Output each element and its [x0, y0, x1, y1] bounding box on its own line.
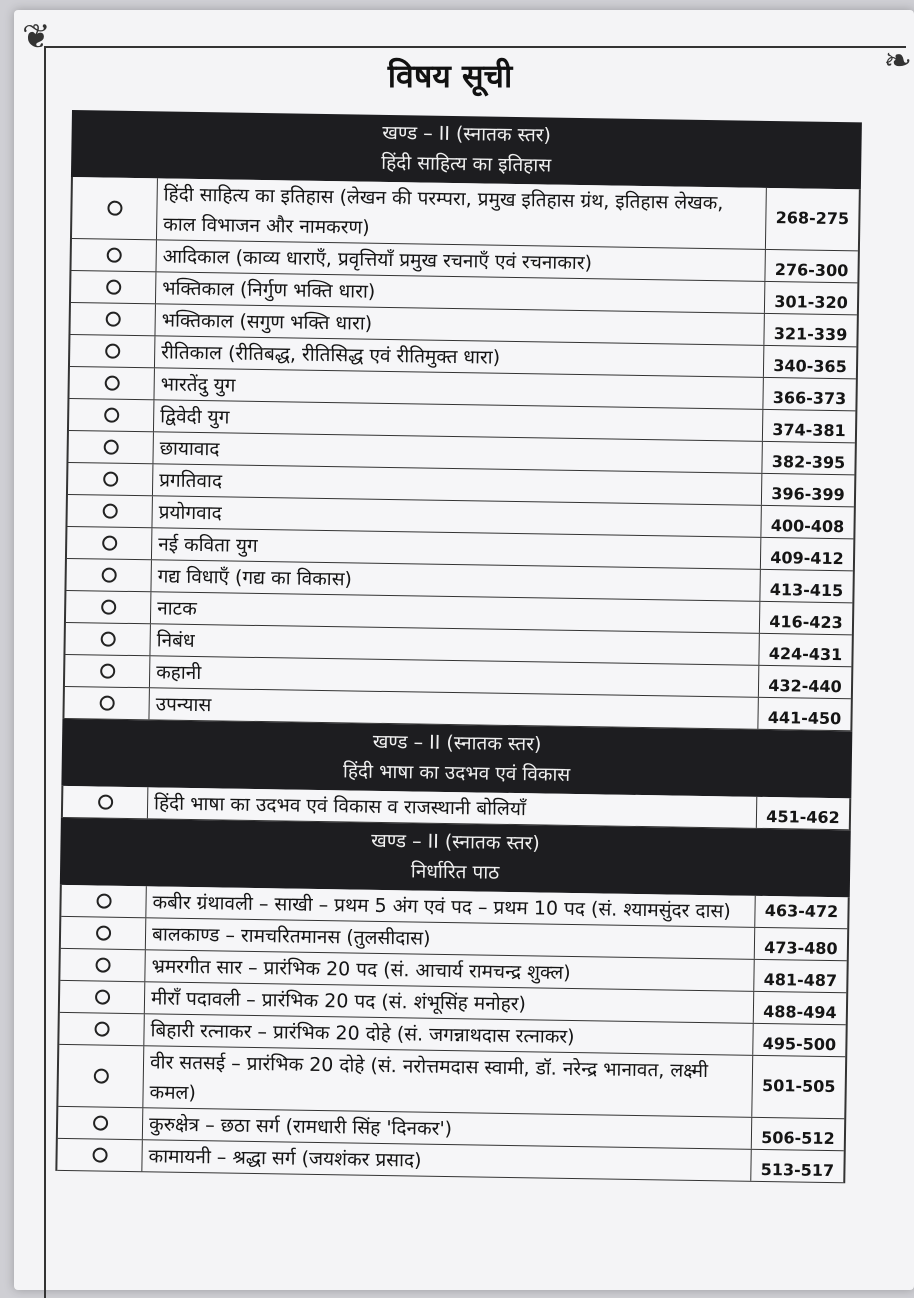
section-heading	[61, 719, 852, 798]
bullet-cell	[65, 655, 150, 687]
bullet-cell	[71, 239, 156, 271]
bullet-cell	[72, 177, 158, 239]
page-range: 382-395	[771, 452, 846, 473]
topic-text: मीराँ पदावली – प्रारंभिक 20 पद (सं. शंभूसिंह मनोहर)	[145, 982, 754, 1023]
circle-bullet-icon	[103, 440, 118, 455]
circle-bullet-icon	[94, 989, 109, 1004]
circle-bullet-icon	[106, 248, 121, 263]
page-range: 501-505	[761, 1075, 836, 1097]
page-range: 441-450	[767, 708, 842, 729]
page-range: 463-472	[764, 900, 839, 922]
bullet-cell	[61, 885, 146, 917]
topic-text: हिंदी भाषा का उदभव एवं विकास व राजस्थानी बोलियाँ	[148, 787, 757, 828]
circle-bullet-icon	[103, 472, 118, 487]
topic-text: निबंध	[150, 624, 759, 665]
bullet-cell	[69, 367, 154, 399]
circle-bullet-icon	[102, 504, 117, 519]
topic-text: द्विवेदी युग	[154, 400, 763, 441]
bullet-cell	[70, 303, 155, 335]
section-heading-line1: खण्ड – II (स्नातक स्तर)	[382, 121, 552, 147]
bullet-cell	[67, 495, 152, 527]
bullet-cell	[68, 463, 153, 495]
circle-bullet-icon	[100, 632, 115, 647]
topic-text: बिहारी रत्नाकर – प्रारंभिक 20 दोहे (सं. जगन्नाथदास रत्नाकर)	[144, 1014, 753, 1055]
page-range: 513-517	[760, 1159, 835, 1181]
bullet-cell	[58, 1045, 144, 1107]
topic-text: वीर सतसई – प्रारंभिक 20 दोहे (सं. नरोत्तमदास स्वामी, डॉ. नरेन्द्र भानावत, लक्ष्मी कमल)	[143, 1046, 753, 1117]
section-heading-line2: हिंदी साहित्य का इतिहास	[381, 151, 552, 177]
page-title: विषय सूची	[387, 57, 513, 95]
page-range: 481-487	[763, 969, 838, 991]
circle-bullet-icon	[104, 376, 119, 391]
page-range: 432-440	[768, 676, 842, 697]
page-range: 301-320	[774, 292, 848, 313]
page-range: 488-494	[763, 1001, 837, 1023]
topic-text: उपन्यास	[149, 688, 758, 729]
bullet-cell	[60, 949, 145, 981]
circle-bullet-icon	[93, 1068, 108, 1083]
table-of-contents	[55, 110, 862, 1183]
circle-bullet-icon	[105, 344, 120, 359]
topic-text: कहानी	[150, 656, 759, 697]
section-heading-line1: खण्ड – II (स्नातक स्तर)	[371, 829, 540, 855]
circle-bullet-icon	[92, 1147, 107, 1162]
topic-text: भारतेंदु युग	[154, 368, 763, 409]
topic-text: बालकाण्ड – रामचरितमानस (तुलसीदास)	[146, 918, 755, 959]
circle-bullet-icon	[106, 280, 121, 295]
bullet-cell	[66, 559, 151, 591]
circle-bullet-icon	[107, 201, 122, 216]
bullet-cell	[65, 623, 150, 655]
bullet-cell	[64, 687, 149, 719]
bullet-cell	[70, 335, 155, 367]
circle-bullet-icon	[102, 536, 117, 551]
topic-text: कामायनी – श्रद्धा सर्ग (जयशंकर प्रसाद)	[142, 1140, 751, 1181]
topic-text: हिंदी साहित्य का इतिहास (लेखन की परम्परा, प्रमुख इतिहास ग्रंथ, इतिहास लेखक, काल विभाजन और नामकरण)	[157, 178, 767, 249]
page-range: 409-412	[770, 548, 844, 569]
section-rows	[62, 177, 860, 731]
bullet-cell	[63, 786, 148, 818]
page-range: 396-399	[771, 484, 845, 505]
topic-text: प्रयोगवाद	[152, 496, 761, 537]
page-range: 495-500	[762, 1033, 837, 1055]
topic-text: भ्रमरगीत सार – प्रारंभिक 20 पद (सं. आचार्य रामचन्द्र शुक्ल)	[145, 950, 754, 991]
topic-text: छायावाद	[153, 432, 762, 473]
circle-bullet-icon	[98, 794, 113, 809]
page-range: 506-512	[761, 1127, 835, 1149]
page-range: 400-408	[770, 516, 845, 537]
bullet-cell	[61, 917, 146, 949]
topic-text: कुरुक्षेत्र – छठा सर्ग (रामधारी सिंह 'दिनकर')	[143, 1108, 752, 1149]
page-range: 374-381	[772, 420, 846, 441]
section-rows	[55, 885, 849, 1183]
page-range: 366-373	[772, 388, 847, 409]
circle-bullet-icon	[92, 1115, 107, 1130]
page-range: 321-339	[773, 324, 848, 345]
circle-bullet-icon	[100, 664, 115, 679]
section-heading-line1: खण्ड – II (स्नातक स्तर)	[372, 730, 542, 756]
topic-text: कबीर ग्रंथावली – साखी – प्रथम 5 अंग एवं पद – प्रथम 10 पद (सं. श्यामसुंदर दास)	[146, 886, 755, 927]
page-range: 413-415	[769, 580, 844, 601]
bullet-cell	[66, 591, 151, 623]
page-range: 268-275	[775, 208, 850, 229]
corner-ornament-icon: ❦	[22, 17, 51, 57]
topic-text: आदिकाल (काव्य धाराएँ, प्रवृत्तियाँ प्रमुख रचनाएँ एवं रचनाकार)	[156, 240, 765, 281]
circle-bullet-icon	[104, 408, 119, 423]
circle-bullet-icon	[95, 957, 110, 972]
section-heading-line2: निर्धारित पाठ	[410, 860, 500, 884]
section-heading	[71, 110, 862, 189]
topic-text: गद्य विधाएँ (गद्य का विकास)	[151, 560, 760, 601]
circle-bullet-icon	[96, 893, 111, 908]
page-range: 340-365	[773, 356, 847, 377]
bullet-cell	[59, 1013, 144, 1045]
bullet-cell	[69, 399, 154, 431]
circle-bullet-icon	[99, 696, 114, 711]
bullet-cell	[58, 1107, 143, 1139]
bullet-cell	[68, 431, 153, 463]
circle-bullet-icon	[105, 312, 120, 327]
circle-bullet-icon	[101, 600, 116, 615]
topic-text: नई कविता युग	[152, 528, 761, 569]
bullet-cell	[67, 527, 152, 559]
circle-bullet-icon	[94, 1021, 109, 1036]
bullet-cell	[71, 271, 156, 303]
page-range: 424-431	[768, 644, 843, 665]
circle-bullet-icon	[95, 925, 110, 940]
topic-text: नाटक	[151, 592, 760, 633]
page-range: 473-480	[764, 937, 838, 959]
page-range: 451-462	[766, 806, 840, 828]
topic-text: भक्तिकाल (निर्गुण भक्ति धारा)	[156, 272, 765, 313]
topic-text: भक्तिकाल (सगुण भक्ति धारा)	[155, 304, 764, 345]
page-range: 416-423	[769, 612, 843, 633]
section-heading	[60, 818, 851, 897]
section-heading-line2: हिंदी भाषा का उदभव एवं विकास	[342, 760, 571, 786]
bullet-cell	[60, 981, 145, 1013]
page-range: 276-300	[774, 260, 849, 281]
topic-text: प्रगतिवाद	[153, 464, 762, 505]
circle-bullet-icon	[101, 568, 116, 583]
topic-text: रीतिकाल (रीतिबद्ध, रीतिसिद्ध एवं रीतिमुक्त धारा)	[155, 336, 764, 377]
bullet-cell	[57, 1139, 142, 1171]
corner-ornament-icon: ❧	[883, 41, 912, 81]
